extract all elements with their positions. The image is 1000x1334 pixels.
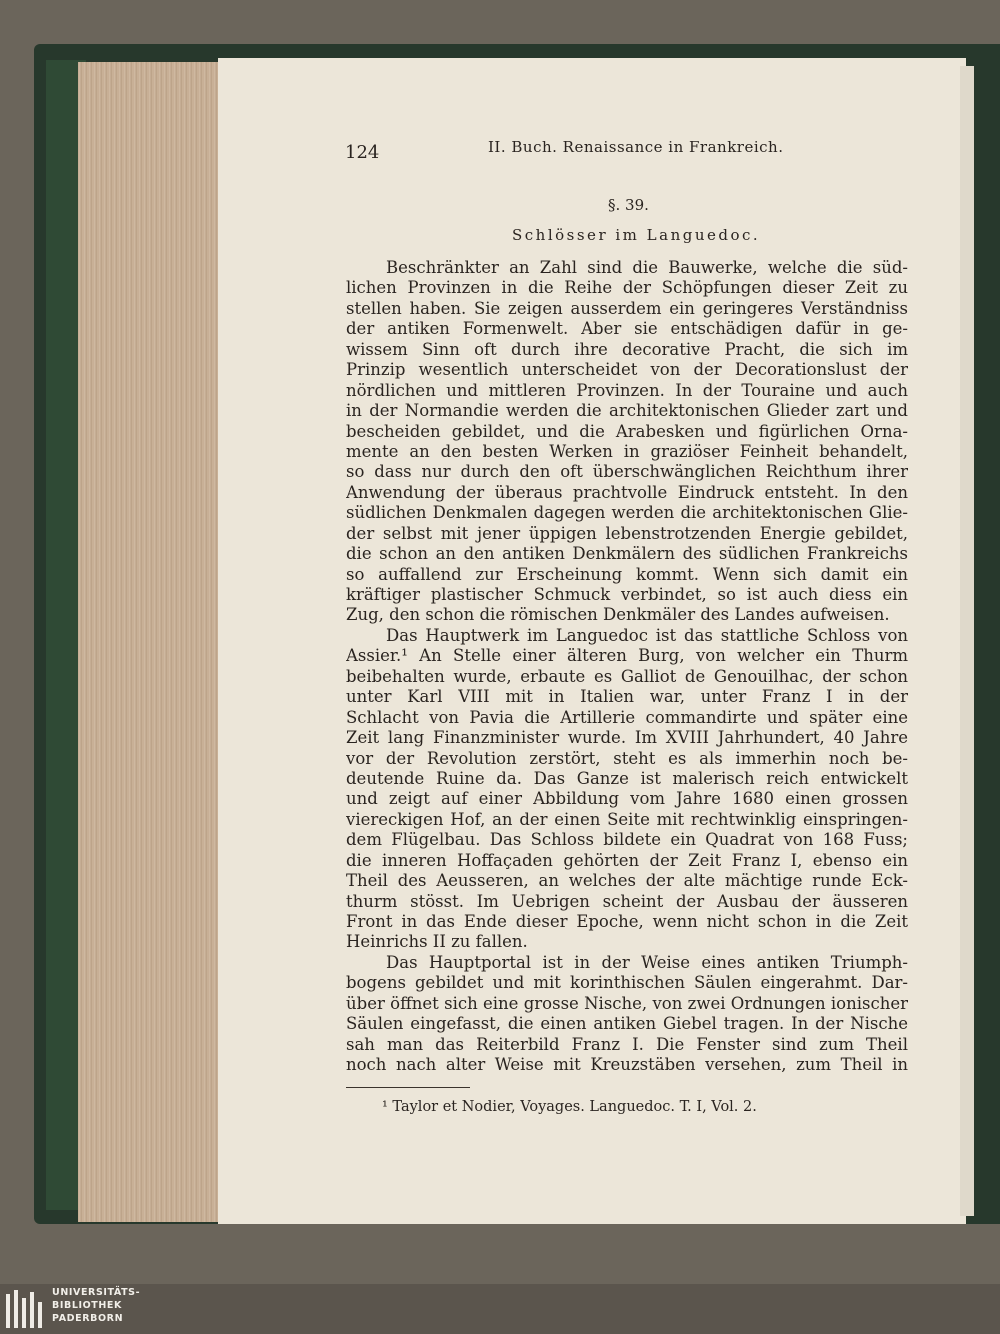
text-line: lichen Provinzen in die Reihe der Schöpfungen dieser Zeit zu [346, 278, 908, 298]
text-line: viereckigen Hof, an der einen Seite mit rechtwinklig einspringen- [346, 809, 908, 829]
text-line: der antiken Formenwelt. Aber sie entschädigen dafür in ge- [346, 319, 908, 339]
text-line: Das Hauptportal ist in der Weise eines antiken Triumph- [386, 952, 908, 972]
library-name-line1: UNIVERSITÄTS- [52, 1287, 141, 1298]
text-line: Prinzip wesentlich unterscheidet von der Decorationslust der [346, 360, 908, 380]
text-line: bescheiden gebildet, und die Arabesken und figürlichen Orna- [346, 421, 908, 441]
text-line: Front in das Ende dieser Epoche, wenn nicht schon in die Zeit [346, 912, 908, 931]
library-name-line2: BIBLIOTHEK [52, 1300, 122, 1311]
page-right-edge [960, 66, 974, 1216]
body-text [346, 258, 908, 1076]
text-line: über öffnet sich eine grosse Nische, von zwei Ordnungen ionischer [346, 993, 908, 1013]
text-line: kräftiger plastischer Schmuck verbindet, so ist auch diess ein [346, 585, 908, 604]
text-line: so dass nur durch den oft überschwänglichen Reichthum ihrer [346, 462, 908, 482]
section-title: Schlösser im Languedoc. [512, 226, 761, 244]
running-head: II. Buch. Renaissance in Frankreich. [488, 138, 784, 156]
text-line: Zeit lang Finanzminister wurde. Im XVIII Jahrhundert, 40 Jahre [346, 728, 908, 748]
library-footer [0, 1284, 1000, 1334]
text-line: deutende Ruine da. Das Ganze ist malerisch reich entwickelt [346, 768, 908, 788]
library-logo-icon [6, 1290, 46, 1330]
text-line: bogens gebildet und mit korinthischen Säulen eingerahmt. Dar- [346, 973, 908, 993]
text-line: Schlacht von Pavia die Artillerie commandirte und später eine [346, 707, 908, 727]
text-line: in der Normandie werden die architektonischen Glieder zart und [346, 401, 908, 421]
text-line: Beschränkter an Zahl sind die Bauwerke, welche die süd- [386, 258, 908, 277]
text-line: nördlichen und mittleren Provinzen. In der Touraine und auch [346, 380, 908, 400]
text-line: thurm stösst. Im Uebrigen scheint der Ausbau der äusseren [346, 891, 908, 911]
text-line: wissem Sinn oft durch ihre decorative Pracht, die sich im [346, 339, 908, 359]
section-number: §. 39. [608, 196, 649, 214]
text-line: Das Hauptwerk im Languedoc ist das stattliche Schloss von [386, 625, 908, 645]
footnote: ¹ Taylor et Nodier, Voyages. Languedoc. T. I, Vol. 2. [382, 1099, 757, 1115]
footnote-rule [346, 1087, 470, 1088]
text-line: so auffallend zur Erscheinung kommt. Wenn sich damit ein [346, 564, 908, 584]
page-stack-edge [78, 62, 220, 1222]
text-line: der selbst mit jener üppigen lebenstrotzenden Energie gebildet, [346, 523, 908, 543]
page-number: 124 [345, 142, 380, 163]
text-line: die schon an den antiken Denkmälern des südlichen Frankreichs [346, 544, 908, 564]
text-line: Anwendung der überaus prachtvolle Eindruck entsteht. In den [346, 482, 908, 502]
text-line: noch nach alter Weise mit Kreuzstäben versehen, zum Theil in [346, 1055, 908, 1075]
text-line: stellen haben. Sie zeigen ausserdem ein geringeres Verständniss [346, 298, 908, 318]
text-line: Assier.¹ An Stelle einer älteren Burg, von welcher ein Thurm [346, 646, 908, 666]
text-line: mente an den besten Werken in graziöser Feinheit behandelt, [346, 441, 908, 461]
text-line: die inneren Hoffaçaden gehörten der Zeit Franz I, ebenso ein [346, 850, 908, 870]
text-line: dem Flügelbau. Das Schloss bildete ein Quadrat von 168 Fuss; [346, 830, 908, 850]
text-line: Zug, den schon die römischen Denkmäler des Landes aufweisen. [346, 605, 890, 625]
text-line: südlichen Denkmalen dagegen werden die architektonischen Glie- [346, 503, 908, 523]
library-name-line3: PADERBORN [52, 1313, 124, 1324]
text-line: Säulen eingefasst, die einen antiken Giebel tragen. In der Nische [346, 1014, 908, 1034]
text-line: vor der Revolution zerstört, steht es als immerhin noch be- [346, 748, 908, 768]
text-line: sah man das Reiterbild Franz I. Die Fenster sind zum Theil [346, 1034, 908, 1054]
text-line: unter Karl VIII mit in Italien war, unter Franz I in der [346, 687, 908, 707]
text-line: beibehalten wurde, erbaute es Galliot de Genouilhac, der schon [346, 666, 908, 686]
text-line: Theil des Aeusseren, an welches der alte mächtige runde Eck- [346, 871, 908, 891]
text-line: Heinrichs II zu fallen. [346, 932, 528, 952]
text-line: und zeigt auf einer Abbildung vom Jahre 1680 einen grossen [346, 789, 908, 809]
